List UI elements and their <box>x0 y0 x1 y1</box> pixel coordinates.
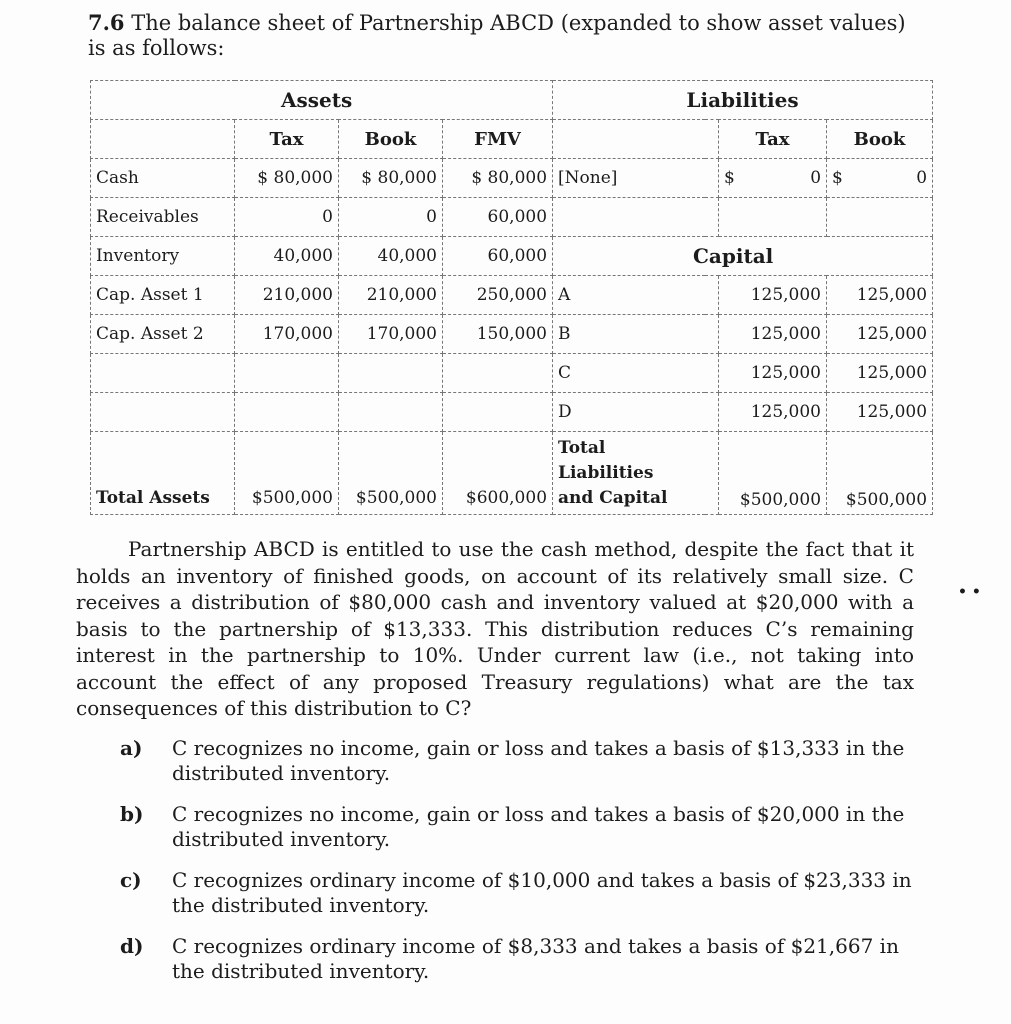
choice-d[interactable] <box>120 934 920 984</box>
partner-label: B <box>553 315 719 354</box>
col-liab-tax: Tax <box>719 120 827 159</box>
dollar-sign: $ <box>832 168 843 188</box>
choice-c[interactable] <box>120 868 920 918</box>
liability-label: [None] <box>553 159 719 198</box>
choice-text: C recognizes no income, gain or loss and takes a basis of $20,000 in the distributed inventory. <box>172 802 905 851</box>
totals-row <box>91 432 933 515</box>
choice-letter: a) <box>120 736 143 760</box>
asset-tax: 210,000 <box>235 276 339 315</box>
total-fmv: $600,000 <box>443 432 553 515</box>
total-liabilities-label: Total Liabilities and Capital <box>553 432 719 515</box>
problem-number: 7.6 <box>88 10 125 35</box>
asset-fmv: $ 80,000 <box>443 159 553 198</box>
choice-text: C recognizes no income, gain or loss and takes a basis of $13,333 in the distributed inventory. <box>172 736 905 785</box>
table-row <box>91 159 933 198</box>
partner-label: C <box>553 354 719 393</box>
margin-marks-decoration: • • <box>958 584 981 600</box>
total-liab-tax: $500,000 <box>719 432 827 515</box>
asset-book: $ 80,000 <box>339 159 443 198</box>
asset-tax: $ 80,000 <box>235 159 339 198</box>
capital-tax: 125,000 <box>719 393 827 432</box>
dollar-sign: $ <box>724 168 735 188</box>
choice-letter: d) <box>120 934 144 958</box>
col-tax: Tax <box>235 120 339 159</box>
asset-tax: 0 <box>235 198 339 237</box>
asset-tax: 170,000 <box>235 315 339 354</box>
asset-name: Inventory <box>91 237 235 276</box>
capital-tax: 125,000 <box>719 315 827 354</box>
partner-label: A <box>553 276 719 315</box>
asset-name: Cap. Asset 2 <box>91 315 235 354</box>
total-assets-label: Total Assets <box>91 432 235 515</box>
col-fmv: FMV <box>443 120 553 159</box>
asset-fmv: 60,000 <box>443 237 553 276</box>
answer-choices <box>120 736 920 1000</box>
capital-tax: 125,000 <box>719 354 827 393</box>
liability-book-value: 0 <box>916 168 928 188</box>
asset-fmv: 60,000 <box>443 198 553 237</box>
balance-sheet-table <box>90 80 933 515</box>
problem-heading <box>88 10 928 61</box>
capital-book: 125,000 <box>827 393 933 432</box>
choice-text: C recognizes ordinary income of $8,333 and takes a basis of $21,667 in the distributed inventory. <box>172 934 899 983</box>
asset-fmv: 150,000 <box>443 315 553 354</box>
question-text: Partnership ABCD is entitled to use the cash method, despite the fact that it holds an inventory of finished goods, on account of its relatively small size. C receives a distribution of $80,000 cash and inventory valued at $20,000 with a basis to the partnership of $13,333. This distribution reduces C’s remaining interest in the partnership to 10%. Under current law (i.e., not taking into account the effect of any proposed Treasury regulations) what are the tax consequences of this distribution to C? <box>76 537 914 720</box>
col-book: Book <box>339 120 443 159</box>
capital-book: 125,000 <box>827 276 933 315</box>
capital-book: 125,000 <box>827 354 933 393</box>
liability-book <box>827 159 933 198</box>
total-tax: $500,000 <box>235 432 339 515</box>
asset-book: 210,000 <box>339 276 443 315</box>
choice-a[interactable] <box>120 736 920 786</box>
total-book: $500,000 <box>339 432 443 515</box>
asset-name: Receivables <box>91 198 235 237</box>
total-liab-book: $500,000 <box>827 432 933 515</box>
table-row <box>91 393 933 432</box>
choice-text: C recognizes ordinary income of $10,000 and takes a basis of $23,333 in the distributed inventory. <box>172 868 912 917</box>
assets-header: Assets <box>91 81 553 120</box>
liabilities-header: Liabilities <box>553 81 933 120</box>
partner-label: D <box>553 393 719 432</box>
problem-intro: The balance sheet of Partnership ABCD (expanded to show asset values) is as follows: <box>88 11 906 60</box>
table-row <box>91 198 933 237</box>
liability-tax-value: 0 <box>810 168 822 188</box>
choice-letter: c) <box>120 868 142 892</box>
liability-tax <box>719 159 827 198</box>
table-row <box>91 276 933 315</box>
col-liab-book: Book <box>827 120 933 159</box>
asset-tax: 40,000 <box>235 237 339 276</box>
header-row <box>91 81 933 120</box>
asset-name: Cash <box>91 159 235 198</box>
asset-book: 0 <box>339 198 443 237</box>
choice-letter: b) <box>120 802 144 826</box>
capital-header: Capital <box>553 237 933 276</box>
asset-book: 170,000 <box>339 315 443 354</box>
capital-book: 125,000 <box>827 315 933 354</box>
asset-fmv: 250,000 <box>443 276 553 315</box>
table-row <box>91 237 933 276</box>
asset-name: Cap. Asset 1 <box>91 276 235 315</box>
asset-book: 40,000 <box>339 237 443 276</box>
table-row <box>91 315 933 354</box>
capital-tax: 125,000 <box>719 276 827 315</box>
choice-b[interactable] <box>120 802 920 852</box>
subheader-row <box>91 120 933 159</box>
table-row <box>91 354 933 393</box>
